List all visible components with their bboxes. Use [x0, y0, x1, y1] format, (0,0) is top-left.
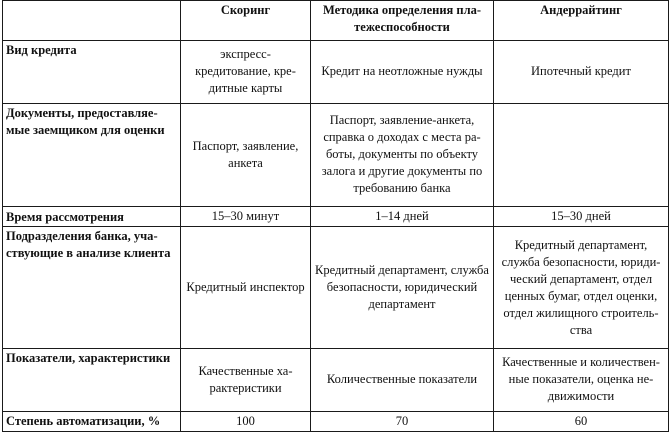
table-row — [3, 411, 669, 431]
row-label: Подразделения банка, участвующие в анализе клиента — [3, 227, 181, 349]
row-label: Время рассмотрения — [3, 207, 181, 227]
table-row — [3, 207, 669, 227]
row-label: Показатели, характеристики — [3, 348, 181, 411]
cell-scoring: 15–30 минут — [181, 207, 311, 227]
cell-underwriting: 60 — [494, 411, 669, 431]
cell-scoring: 100 — [181, 411, 311, 431]
cell-scoring: Кредитный инспектор — [181, 227, 311, 349]
table-row — [3, 348, 669, 411]
table-row — [3, 103, 669, 206]
header-empty — [3, 1, 181, 41]
cell-methodology: Кредит на неотложные нужды — [311, 41, 494, 104]
cell-methodology: Паспорт, заявление-анкета, справка о доходах с места работы, документы по объекту залога и другие документы по требованию банка — [311, 103, 494, 206]
cell-methodology: Кредитный департамент, служба безопасности, юридический департамент — [311, 227, 494, 349]
cell-underwriting: Кредитный департамент, служба безопасности, юридический департамент, отдел ценных бумаг, отдел оценки, отдел жилищного строительства — [494, 227, 669, 349]
cell-underwriting — [494, 103, 669, 206]
cell-methodology: Количественные показатели — [311, 348, 494, 411]
header-underwriting: Андеррайтинг — [494, 1, 669, 41]
cell-methodology: 1–14 дней — [311, 207, 494, 227]
cell-scoring: Паспорт, заявление, анкета — [181, 103, 311, 206]
row-label: Документы, предоставляемые заемщиком для оценки — [3, 103, 181, 206]
cell-methodology: 70 — [311, 411, 494, 431]
cell-underwriting: 15–30 дней — [494, 207, 669, 227]
row-label: Степень автоматизации, % — [3, 411, 181, 431]
table-row — [3, 227, 669, 349]
header-scoring: Скоринг — [181, 1, 311, 41]
cell-underwriting: Качественные и количественные показатели, оценка недвижимости — [494, 348, 669, 411]
cell-underwriting: Ипотечный кредит — [494, 41, 669, 104]
table-row — [3, 41, 669, 104]
cell-scoring: Качественные характеристики — [181, 348, 311, 411]
header-row — [3, 1, 669, 41]
cell-scoring: экспресс-кредитование, кредитные карты — [181, 41, 311, 104]
comparison-table — [2, 0, 669, 432]
row-label: Вид кредита — [3, 41, 181, 104]
header-methodology: Методика определения платежеспособности — [311, 1, 494, 41]
